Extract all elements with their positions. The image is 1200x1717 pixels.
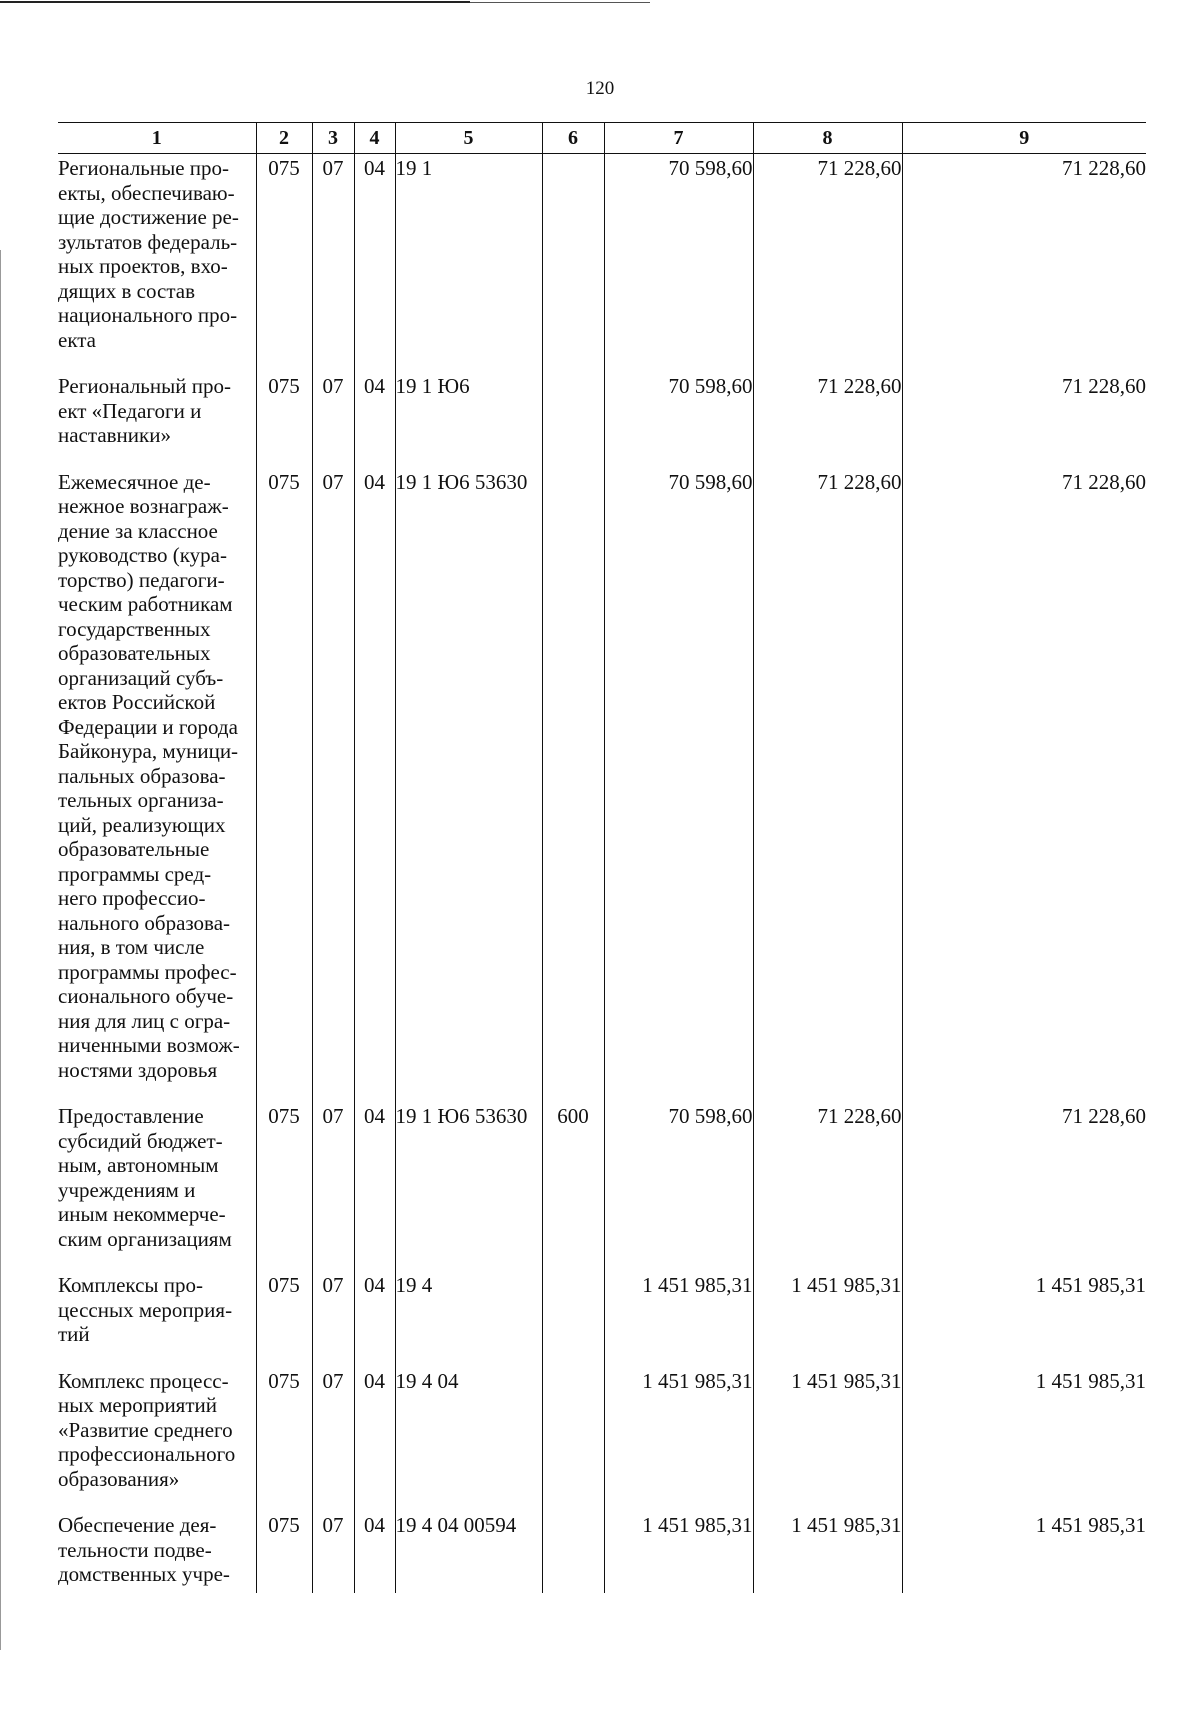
table-row xyxy=(58,1271,1146,1367)
section-code: 07 xyxy=(312,154,354,373)
expense-type-code xyxy=(542,372,604,468)
row-name-line: наставники» xyxy=(58,423,171,447)
row-name-cell xyxy=(58,1102,256,1271)
target-item-code: 19 1 Ю6 xyxy=(395,372,542,468)
table-body xyxy=(58,154,1146,1593)
row-name-line: Региональные про- xyxy=(58,156,230,180)
amount-col-9: 71 228,60 xyxy=(902,468,1146,1103)
section-code: 07 xyxy=(312,1102,354,1271)
amount-col-8: 71 228,60 xyxy=(753,154,902,373)
amount-col-7: 70 598,60 xyxy=(604,372,753,468)
target-item-code: 19 4 04 xyxy=(395,1367,542,1512)
row-name-line: ций, реализующих xyxy=(58,812,226,837)
amount-col-9: 71 228,60 xyxy=(902,372,1146,468)
amount-col-8: 1 451 985,31 xyxy=(753,1511,902,1593)
amount-col-7: 1 451 985,31 xyxy=(604,1511,753,1593)
subsection-code: 04 xyxy=(354,1511,395,1593)
subsection-code: 04 xyxy=(354,1102,395,1271)
subsection-code: 04 xyxy=(354,372,395,468)
row-name-line: образовательных xyxy=(58,641,211,665)
row-name-line: руководство (кура- xyxy=(58,543,227,567)
header-col-1: 1 xyxy=(58,123,256,154)
row-name-line: субсидий бюджет- xyxy=(58,1128,223,1153)
budget-admin-code: 075 xyxy=(256,1102,312,1271)
row-name-line: ским организациям xyxy=(58,1226,232,1251)
row-name-line: Федерации и города xyxy=(58,714,238,739)
budget-admin-code: 075 xyxy=(256,1511,312,1593)
subsection-code: 04 xyxy=(354,154,395,373)
row-name-line: ческим работникам xyxy=(58,592,233,616)
row-name-line: сионального обуче- xyxy=(58,984,234,1008)
amount-col-9: 1 451 985,31 xyxy=(902,1367,1146,1512)
row-name-line: дящих в состав xyxy=(58,278,196,303)
row-name-line: ниченными возмож- xyxy=(58,1033,240,1057)
budget-admin-code: 075 xyxy=(256,1271,312,1367)
header-col-4: 4 xyxy=(354,123,395,154)
expense-type-code xyxy=(542,1367,604,1512)
row-name-line: образовательные xyxy=(58,837,210,861)
row-name-line: Ежемесячное де- xyxy=(58,469,211,494)
table-row xyxy=(58,372,1146,468)
budget-admin-code: 075 xyxy=(256,154,312,373)
expense-type-code: 600 xyxy=(542,1102,604,1271)
scan-left-edge-line xyxy=(0,250,1,1650)
row-name-cell xyxy=(58,468,256,1103)
row-name-line: нежное вознаграж- xyxy=(58,494,229,518)
row-name-line: Комплекс процесс- xyxy=(58,1368,229,1393)
section-code: 07 xyxy=(312,1511,354,1593)
amount-col-8: 1 451 985,31 xyxy=(753,1367,902,1512)
amount-col-9: 71 228,60 xyxy=(902,154,1146,373)
amount-col-8: 71 228,60 xyxy=(753,372,902,468)
budget-admin-code: 075 xyxy=(256,468,312,1103)
target-item-code: 19 1 Ю6 53630 xyxy=(395,468,542,1103)
row-name-line: программы сред- xyxy=(58,861,212,886)
expense-type-code xyxy=(542,154,604,373)
budget-admin-code: 075 xyxy=(256,372,312,468)
header-col-5: 5 xyxy=(395,123,542,154)
row-name-line: государственных xyxy=(58,616,211,641)
amount-col-9: 1 451 985,31 xyxy=(902,1511,1146,1593)
header-col-2: 2 xyxy=(256,123,312,154)
row-name-line: екта xyxy=(58,327,97,352)
header-col-6: 6 xyxy=(542,123,604,154)
amount-col-8: 71 228,60 xyxy=(753,468,902,1103)
row-name-line: национального про- xyxy=(58,303,238,327)
expense-type-code xyxy=(542,1511,604,1593)
table-header xyxy=(58,123,1146,154)
row-name-cell xyxy=(58,154,256,373)
row-name-line: щие достижение ре- xyxy=(58,205,239,229)
section-code: 07 xyxy=(312,468,354,1103)
row-name-line: образования» xyxy=(58,1466,180,1491)
amount-col-7: 70 598,60 xyxy=(604,154,753,373)
header-col-8: 8 xyxy=(753,123,902,154)
scan-top-edge-line xyxy=(470,2,650,3)
table-header-row xyxy=(58,123,1146,154)
target-item-code: 19 4 04 00594 xyxy=(395,1511,542,1593)
page-number: 120 xyxy=(585,78,615,99)
row-name-line: тий xyxy=(58,1322,90,1346)
table-row xyxy=(58,468,1146,1103)
row-name-line: ния, в том числе xyxy=(58,935,205,959)
row-name-line: иным некоммерче- xyxy=(58,1202,226,1226)
row-name-line: ностями здоровья xyxy=(58,1057,218,1082)
subsection-code: 04 xyxy=(354,1367,395,1512)
row-name-line: Обеспечение дея- xyxy=(58,1513,217,1537)
amount-col-7: 70 598,60 xyxy=(604,1102,753,1271)
row-name-line: ект «Педагоги и xyxy=(58,398,202,423)
amount-col-7: 1 451 985,31 xyxy=(604,1367,753,1512)
section-code: 07 xyxy=(312,1367,354,1512)
row-name-line: Комплексы про- xyxy=(58,1273,203,1297)
row-name-line: Байконура, муници- xyxy=(58,739,239,763)
amount-col-9: 1 451 985,31 xyxy=(902,1271,1146,1367)
row-name-line: Региональный про- xyxy=(58,374,231,398)
row-name-line: нального образова- xyxy=(58,910,231,935)
amount-col-8: 71 228,60 xyxy=(753,1102,902,1271)
amount-col-8: 1 451 985,31 xyxy=(753,1271,902,1367)
row-name-line: Предоставление xyxy=(58,1104,204,1128)
row-name-line: профессионального xyxy=(58,1442,236,1466)
expense-type-code xyxy=(542,468,604,1103)
amount-col-9: 71 228,60 xyxy=(902,1102,1146,1271)
header-col-7: 7 xyxy=(604,123,753,154)
row-name-cell xyxy=(58,1511,256,1593)
row-name-line: тельных организа- xyxy=(58,788,224,812)
target-item-code: 19 1 Ю6 53630 xyxy=(395,1102,542,1271)
row-name-line: цессных мероприя- xyxy=(58,1297,233,1322)
budget-table xyxy=(58,122,1146,1593)
row-name-line: ным, автономным xyxy=(58,1153,219,1177)
budget-admin-code: 075 xyxy=(256,1367,312,1512)
row-name-line: домственных учре- xyxy=(58,1562,230,1586)
row-name-line: учреждениям и xyxy=(58,1177,196,1202)
table-row xyxy=(58,1102,1146,1271)
row-name-line: зультатов федераль- xyxy=(58,229,238,254)
row-name-line: тельности подве- xyxy=(58,1537,212,1562)
row-name-line: него профессио- xyxy=(58,886,206,910)
row-name-cell xyxy=(58,372,256,468)
scan-top-edge-line xyxy=(0,1,470,3)
row-name-line: торство) педагоги- xyxy=(58,567,225,592)
section-code: 07 xyxy=(312,372,354,468)
section-code: 07 xyxy=(312,1271,354,1367)
row-name-line: дение за классное xyxy=(58,518,218,543)
row-name-line: ектов Российской xyxy=(58,690,216,714)
expense-type-code xyxy=(542,1271,604,1367)
row-name-line: екты, обеспечиваю- xyxy=(58,180,235,205)
row-name-line: организаций субъ- xyxy=(58,665,224,690)
subsection-code: 04 xyxy=(354,468,395,1103)
subsection-code: 04 xyxy=(354,1271,395,1367)
table-row xyxy=(58,1511,1146,1593)
row-name-cell xyxy=(58,1367,256,1512)
amount-col-7: 1 451 985,31 xyxy=(604,1271,753,1367)
amount-col-7: 70 598,60 xyxy=(604,468,753,1103)
row-name-line: пальных образова- xyxy=(58,763,226,788)
table-row xyxy=(58,154,1146,373)
row-name-line: ных проектов, вхо- xyxy=(58,254,228,278)
table-row xyxy=(58,1367,1146,1512)
row-name-cell xyxy=(58,1271,256,1367)
target-item-code: 19 4 xyxy=(395,1271,542,1367)
row-name-line: ных мероприятий xyxy=(58,1393,217,1417)
row-name-line: ния для лиц с огра- xyxy=(58,1008,231,1033)
row-name-line: «Развитие среднего xyxy=(58,1417,233,1442)
target-item-code: 19 1 xyxy=(395,154,542,373)
row-name-line: программы профес- xyxy=(58,959,237,984)
header-col-9: 9 xyxy=(902,123,1146,154)
header-col-3: 3 xyxy=(312,123,354,154)
